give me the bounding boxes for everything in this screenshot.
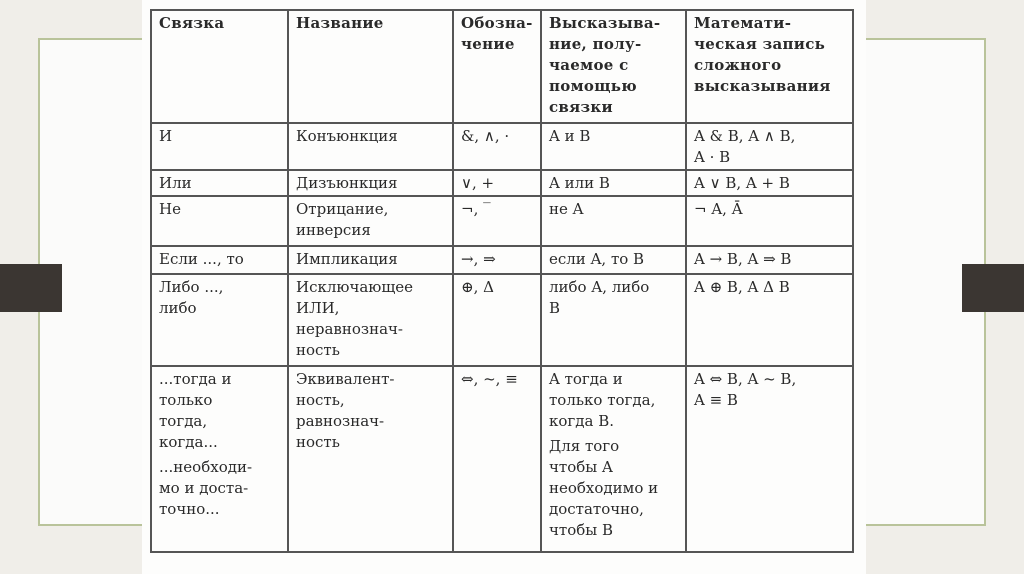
- cell-symbol: [453, 366, 541, 552]
- statement-text: A или B: [549, 174, 610, 192]
- cell-connective: [151, 274, 288, 366]
- header-name: Название: [288, 10, 453, 123]
- connective-text: Или: [159, 174, 192, 192]
- header-math: Математи- ческая запись сложного высказывания: [686, 10, 853, 123]
- math-text: A & B, A ∧ B, A · B: [694, 127, 796, 166]
- right-accent-bar: [962, 264, 1024, 312]
- name-text: Дизъюнкция: [296, 174, 398, 192]
- connective-text: ...тогда и только тогда, когда...: [159, 370, 232, 451]
- symbol-text: ¬, ‾: [461, 200, 491, 218]
- table-row: [151, 170, 853, 196]
- connective-text-secondary: ...необходи- мо и доста- точно...: [159, 458, 253, 518]
- cell-math: [686, 196, 853, 246]
- cell-name: [288, 123, 453, 170]
- cell-name: [288, 274, 453, 366]
- cell-connective: [151, 196, 288, 246]
- connective-text: Либо ..., либо: [159, 278, 224, 317]
- statement-text: не A: [549, 200, 584, 218]
- statement-text-secondary: Для того чтобы A необходимо и достаточно, чтобы B: [549, 437, 659, 539]
- header-row: [151, 10, 853, 123]
- connective-text: Если ..., то: [159, 250, 244, 268]
- cell-symbol: [453, 274, 541, 366]
- cell-statement: [541, 274, 686, 366]
- math-text: ¬ A, Ā: [694, 200, 743, 218]
- cell-name: [288, 170, 453, 196]
- table-row: [151, 246, 853, 274]
- symbol-text: ∨, +: [461, 174, 495, 192]
- header-symbol: Обозна- чение: [453, 10, 541, 123]
- math-text: A ⊕ B, A Δ B: [694, 278, 790, 296]
- cell-name: [288, 196, 453, 246]
- header-connective: Связка: [151, 10, 288, 123]
- cell-symbol: [453, 123, 541, 170]
- table-row: [151, 196, 853, 246]
- table-row: [151, 274, 853, 366]
- statement-text: A тогда и только тогда, когда B.: [549, 370, 656, 430]
- name-text: Эквивалент- ность, равнознач- ность: [296, 370, 395, 451]
- cell-connective: [151, 246, 288, 274]
- cell-math: [686, 274, 853, 366]
- cell-symbol: [453, 170, 541, 196]
- connective-text: И: [159, 127, 173, 145]
- cell-math: [686, 170, 853, 196]
- cell-statement: [541, 196, 686, 246]
- name-text: Исключающее ИЛИ, неравнознач- ность: [296, 278, 414, 359]
- math-text: A → B, A ⇒ B: [694, 250, 792, 268]
- cell-connective: [151, 170, 288, 196]
- statement-text: если A, то B: [549, 250, 645, 268]
- cell-statement: [541, 123, 686, 170]
- cell-statement: [541, 246, 686, 274]
- statement-text: либо A, либо B: [549, 278, 650, 317]
- name-text: Отрицание, инверсия: [296, 200, 389, 239]
- math-text: A ⇔ B, A ~ B, A ≡ B: [694, 370, 797, 409]
- cell-math: [686, 246, 853, 274]
- symbol-text: →, ⇒: [461, 250, 496, 268]
- cell-connective: [151, 366, 288, 552]
- cell-symbol: [453, 196, 541, 246]
- cell-math: [686, 123, 853, 170]
- header-statement: Высказыва- ние, полу- чаемое с помощью связки: [541, 10, 686, 123]
- symbol-text: ⇔, ~, ≡: [461, 370, 518, 388]
- scanned-table-sheet: [142, 0, 866, 574]
- symbol-text: ⊕, Δ: [461, 278, 494, 296]
- name-text: Конъюнкция: [296, 127, 398, 145]
- cell-statement: [541, 170, 686, 196]
- left-accent-bar: [0, 264, 62, 312]
- table-row: [151, 123, 853, 170]
- cell-name: [288, 366, 453, 552]
- table-row: [151, 366, 853, 552]
- cell-statement: [541, 366, 686, 552]
- symbol-text: &, ∧, ·: [461, 127, 510, 145]
- statement-text: A и B: [549, 127, 591, 145]
- cell-math: [686, 366, 853, 552]
- logic-connectives-table: [150, 9, 854, 553]
- cell-name: [288, 246, 453, 274]
- connective-text: Не: [159, 200, 181, 218]
- name-text: Импликация: [296, 250, 398, 268]
- math-text: A ∨ B, A + B: [694, 174, 790, 192]
- cell-connective: [151, 123, 288, 170]
- cell-symbol: [453, 246, 541, 274]
